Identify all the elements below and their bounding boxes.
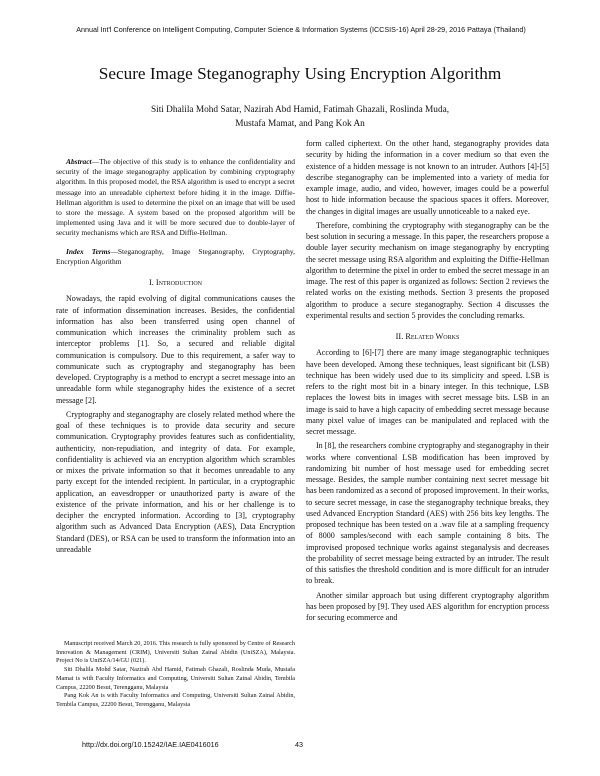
footnotes [56, 640, 295, 710]
footnote-2: Siti Dhalila Mohd Satar, Nazirah Abd Hamid, Fatimah Ghazali, Roslinda Muda, Mustafa Mamat is with Faculty Informatics and Computing, Universiti Sultan Zainal Abidin, Tembila Campus, 22200 Besut, Terengganu, Malaysia [56, 666, 295, 691]
index-terms-text: —Steganography, Image Steganography, Cryptography, Encryption Algorithm [56, 246, 295, 266]
authors-line-2: Mustafa Mamat, and Pang Kok An [235, 119, 365, 129]
section-numeral: II. [395, 332, 404, 341]
section-heading-related-works [306, 331, 549, 342]
section-title: Related Works [405, 332, 460, 341]
abstract-text: —The objective of this study is to enhance the confidentiality and security of the image steganography application by combining cryptography algorithm. In this proposed model, the RSA algorithm is used to encrypt a secret message into an unreadable ciphertext before hiding it in the image. Diffie-Hellman algorithm is used to determine the pixel on an image that will be used to store the message. A system based on the proposed algorithm will be implemented using Java and it will be more secured due to double-layer of security mechanisms which are RSA and Diffie-Hellman. [56, 157, 295, 238]
paper-title: Secure Image Steganography Using Encryption Algorithm [98, 64, 502, 83]
index-terms [56, 247, 295, 267]
intro-paragraph-2-continued: form called ciphertext. On the other hand, steganography provides data security by hiding the information in a cover medium so that even the existence of a hidden message is not known to an intruder. Authors [4]-[5] describe steganography can be implemented into a variety of media for example image, audio, and video, however, images could be a powerful host to hide information because the spacious spaces it offers. Moreover, the changes in digital images are usually unnoticeable to a naked eye. [306, 139, 549, 216]
right-column [306, 138, 549, 773]
footnote-1: Manuscript received March 20, 2016. This research is fully sponsored by Centre of Research Innovation & Management (CRIM), Universiti Sultan Zainal Abidin (UniSZA), Malaysia. Project No is UniSZA/14/GU (021). [56, 640, 295, 665]
index-terms-label: Index Terms [66, 246, 111, 256]
conference-header: Annual Int'l Conference on Intelligent Computing, Computer Science & Information Systems (ICCSIS-16) April 28-29, 2016 Pattaya (Thailand) [76, 25, 526, 34]
intro-paragraph-2: Cryptography and steganography are closely related method where the goal of these techniques is to provide data security and secure communication. Cryptography provides features such as confidentiality, authenticity, non-repudiation, and integrity of data. For example, confidentiality is achieved via an encryption algorithm which scrambles or mixes the private information so that it becomes unreadable to any party except for the intended recipient. In particular, in a cryptographic application, an eavesdropper or unauthorized party is aware of the existence of the private information, and his or her challenge is to decipher the encrypted information. According to [3], cryptography algorithm such as Advanced Data Encryption (AES), Data Encryption Standard (DES), or RSA can be used to transform the information into an unreadable [56, 409, 295, 554]
abstract-label: Abstract [66, 157, 92, 166]
page-number: 43 [295, 740, 303, 749]
authors-line-1: Siti Dhalila Mohd Satar, Nazirah Abd Hamid, Fatimah Ghazali, Roslinda Muda, [150, 105, 450, 115]
abstract [56, 157, 295, 239]
doi-link[interactable]: http://dx.doi.org/10.15242/IAE.IAE0416016 [82, 740, 219, 749]
footnote-3: Pang Kok An is with Faculty Informatics and Computing, Universiti Sultan Zainal Abidin, Tembila Campus, 22200 Besut, Terengganu, Malaysia [56, 692, 295, 708]
section-heading-introduction [56, 277, 295, 288]
related-paragraph-2: In [8], the researchers combine cryptography and steganography in their works where conventional LSB modification has been improved by randomizing bit number of host message used for embedding secret message. Besides, the sample number containing next secret message bit has been randomized as a second of proposed improvement. In their works, to secure secret message, in case the steganography technique breaks, they used Advanced Encryption Standard (AES) with 256 bits key lengths. The proposed technique has been tested on a .wav file at a sampling frequency of 8000 samples/second with each sample containing 8 bits. The improvised proposed technique works against steganalysis and decreases the probability of secret message being extracted by an intruder. The result of this satisfies the threshold condition and is more difficult for an intruder to break. [306, 441, 549, 586]
section-numeral: I. [148, 278, 154, 288]
related-paragraph-1: According to [6]-[7] there are many image steganographic techniques have been developed. Among these techniques, least significant bit (LSB) technique has been widely used due to its simplicity and speed. LSB is refers to the right most bit in a binary integer. In this technique, LSB replaces the lowest bits in images with secret message bits. LSB in an image is said to have a high capacity of embedding secret message because many pixel value of images can be manipulated and replaced with the secret message. [306, 348, 549, 436]
intro-paragraph-3: Therefore, combining the cryptography with steganography can be the best solution in securing a message. In this paper, the researchers propose a double layer security mechanism on image steganography by encrypting the secret message using RSA algorithm and exploiting the Diffie-Hellman algorithm to determine the pixel in order to embed the secret message in an image. The rest of this paper is organized as follows: Section 2 reviews the related works on the existing methods. Section 3 presents the proposed algorithm to produce a secure steganography. Section 4 discusses the experimental results and section 5 provides the concluding remarks. [306, 220, 549, 320]
section-title: Introduction [155, 278, 202, 288]
related-paragraph-3: Another similar approach but using different cryptography algorithm has been proposed by [9]. They used AES algorithm for encryption process for securing ecommerce and [306, 590, 549, 622]
author-list [90, 103, 510, 131]
intro-paragraph-1: Nowadays, the rapid evolving of digital communications causes the rate of information dissemination increases. Besides, the confidential information has also been transferred using open channel of communication which increases the criminality problem such as interceptor problems [1]. So, a secured and reliable digital communication is compulsory. Due to this requirement, a safer way to communicate such as cryptography and steganography has been developed. Cryptography is a method to encrypt a secret message into an unreadable form while steganography hides the existence of a secret message [2]. [56, 294, 295, 405]
